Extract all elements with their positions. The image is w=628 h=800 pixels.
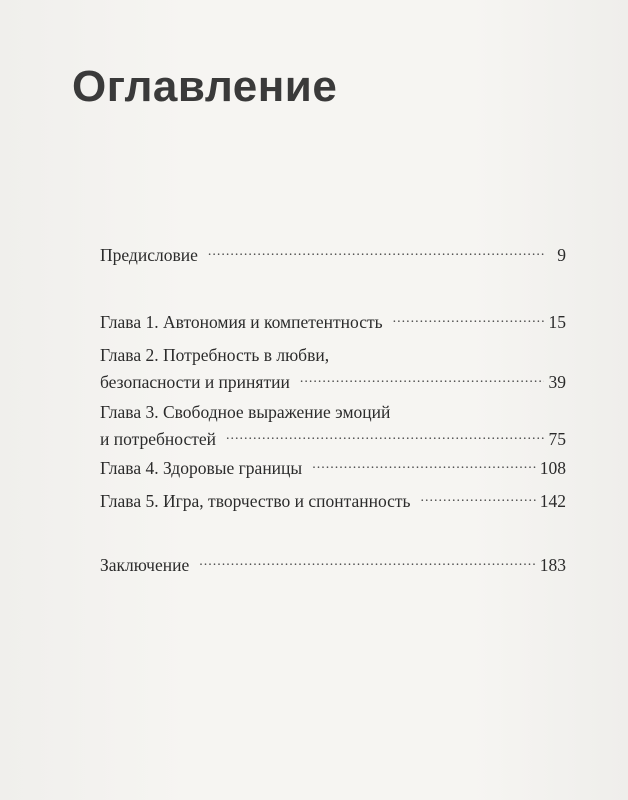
toc-entry-chapter-5[interactable] [100,488,566,515]
dot-leader [300,371,544,389]
toc-entry-label: Глава 5. Игра, творчество и спонтанность [100,491,411,511]
toc-entry-label-continued: безопасности и принятии [100,372,290,392]
dot-leader [208,244,544,262]
toc-entry-label: Предисловие [100,245,198,265]
toc-entry-chapter-1[interactable] [100,309,566,336]
dot-leader [421,490,536,508]
toc-page-number: 75 [548,429,566,449]
toc-entry-label-continued: и потребностей [100,429,217,449]
toc-page-number: 183 [539,555,566,575]
dot-leader [312,457,536,475]
dot-leader [226,428,544,446]
toc-page-number: 15 [548,312,566,332]
toc-entry-label: Глава 3. Свободное выражение эмоций [100,402,391,422]
toc-entry-chapter-2[interactable] [100,342,566,396]
toc-page-number: 39 [548,372,566,392]
toc-page-number: 142 [539,491,566,511]
page-title: Оглавление [72,62,338,111]
toc-entry-label: Заключение [100,555,190,575]
toc-entry-chapter-3[interactable] [100,399,566,453]
dot-leader [393,311,544,329]
toc-page-number: 9 [557,245,566,265]
toc-entry-label: Глава 1. Автономия и компетентность [100,312,383,332]
toc-entry-label: Глава 4. Здоровые границы [100,458,303,478]
toc-entry-conclusion[interactable] [100,552,566,579]
toc-entry-label: Глава 2. Потребность в любви, [100,345,330,365]
toc-page-number: 108 [539,458,566,478]
dot-leader [199,554,536,572]
toc-entry-preface[interactable] [100,242,566,269]
toc-entry-chapter-4[interactable] [100,455,566,482]
